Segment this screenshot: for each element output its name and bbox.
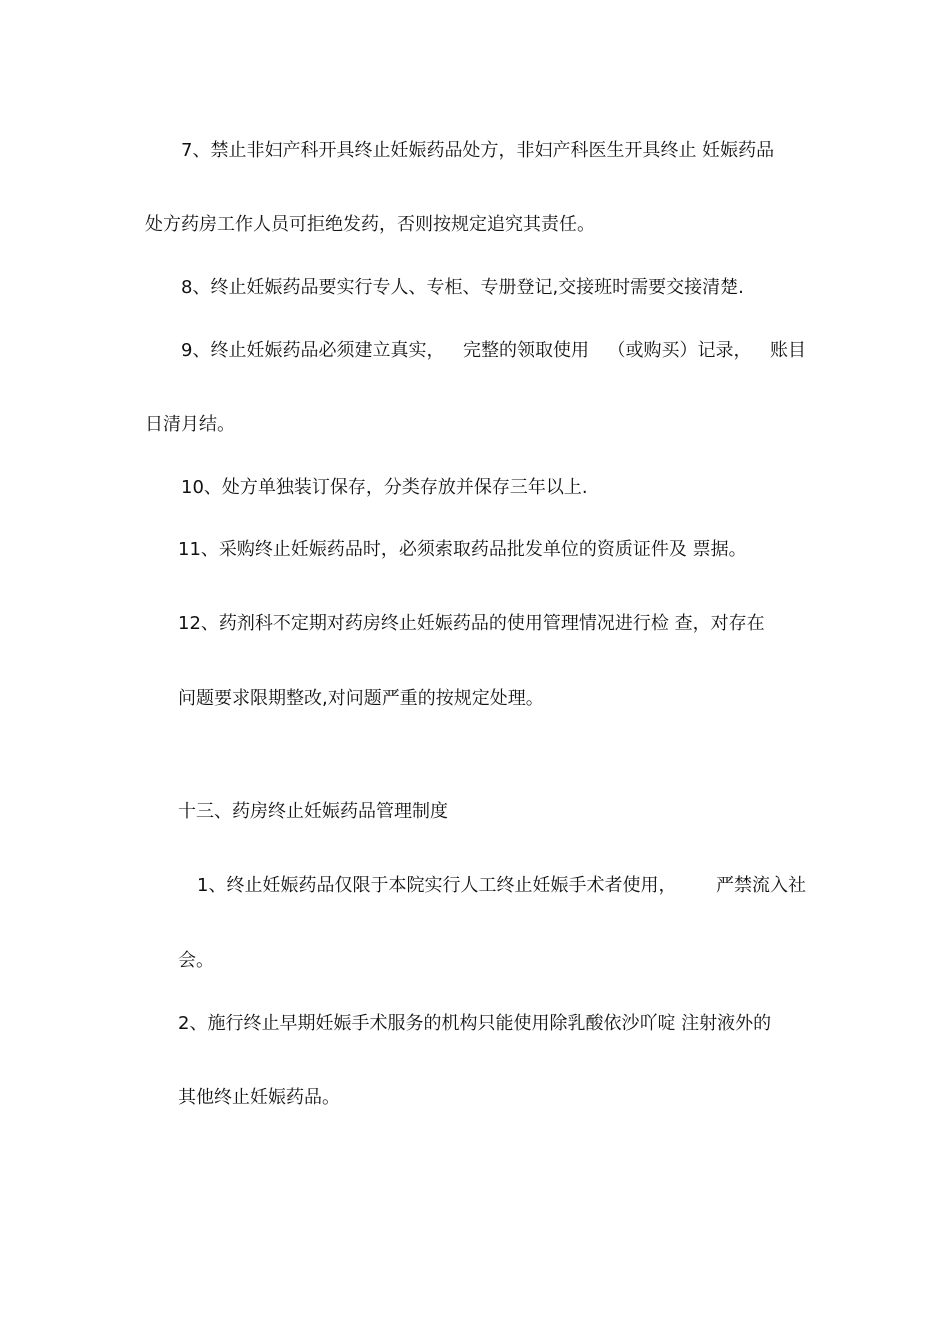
item-9-line-2: 日清月结。 — [145, 414, 235, 435]
item-9-line-1 — [181, 339, 806, 363]
item-7-line-1: 7、禁止非妇产科开具终止妊娠药品处方，非妇产科医生开具终止 妊娠药品 — [181, 140, 775, 161]
section-item-2-line-1: 2、施行终止早期妊娠手术服务的机构只能使用除乳酸依沙吖啶 注射液外的 — [178, 1013, 772, 1034]
item-8-line-1: 8、终止妊娠药品要实行专人、专柜、专册登记,交接班时需要交接清楚. — [181, 277, 744, 298]
item-9-part-1: 9、终止妊娠药品必须建立真实， — [181, 340, 445, 361]
section-item-2-line-2: 其他终止妊娠药品。 — [178, 1087, 340, 1108]
item-12-line-2: 问题要求限期整改,对问题严重的按规定处理。 — [178, 688, 544, 709]
section-heading: 十三、药房终止妊娠药品管理制度 — [178, 801, 448, 822]
section-item-1-part-2: 严禁流入社 — [716, 875, 806, 896]
section-item-1-line-1 — [197, 874, 806, 898]
item-10-line-1: 10、处方单独装订保存，分类存放并保存三年以上. — [181, 477, 588, 498]
item-9-part-3: （或购买）记录， — [607, 340, 752, 361]
item-9-part-2: 完整的领取使用 — [462, 340, 589, 361]
section-item-1-part-1: 1、终止妊娠药品仅限于本院实行人工终止妊娠手术者使用， — [197, 875, 677, 896]
item-12-line-1: 12、药剂科不定期对药房终止妊娠药品的使用管理情况进行检 查，对存在 — [178, 613, 765, 634]
item-7-line-2: 处方药房工作人员可拒绝发药，否则按规定追究其责任。 — [145, 214, 595, 235]
section-item-1-line-2: 会。 — [178, 950, 214, 971]
item-9-part-4: 账目 — [770, 340, 806, 361]
item-11-line-1: 11、采购终止妊娠药品时，必须索取药品批发单位的资质证件及 票据。 — [178, 539, 747, 560]
